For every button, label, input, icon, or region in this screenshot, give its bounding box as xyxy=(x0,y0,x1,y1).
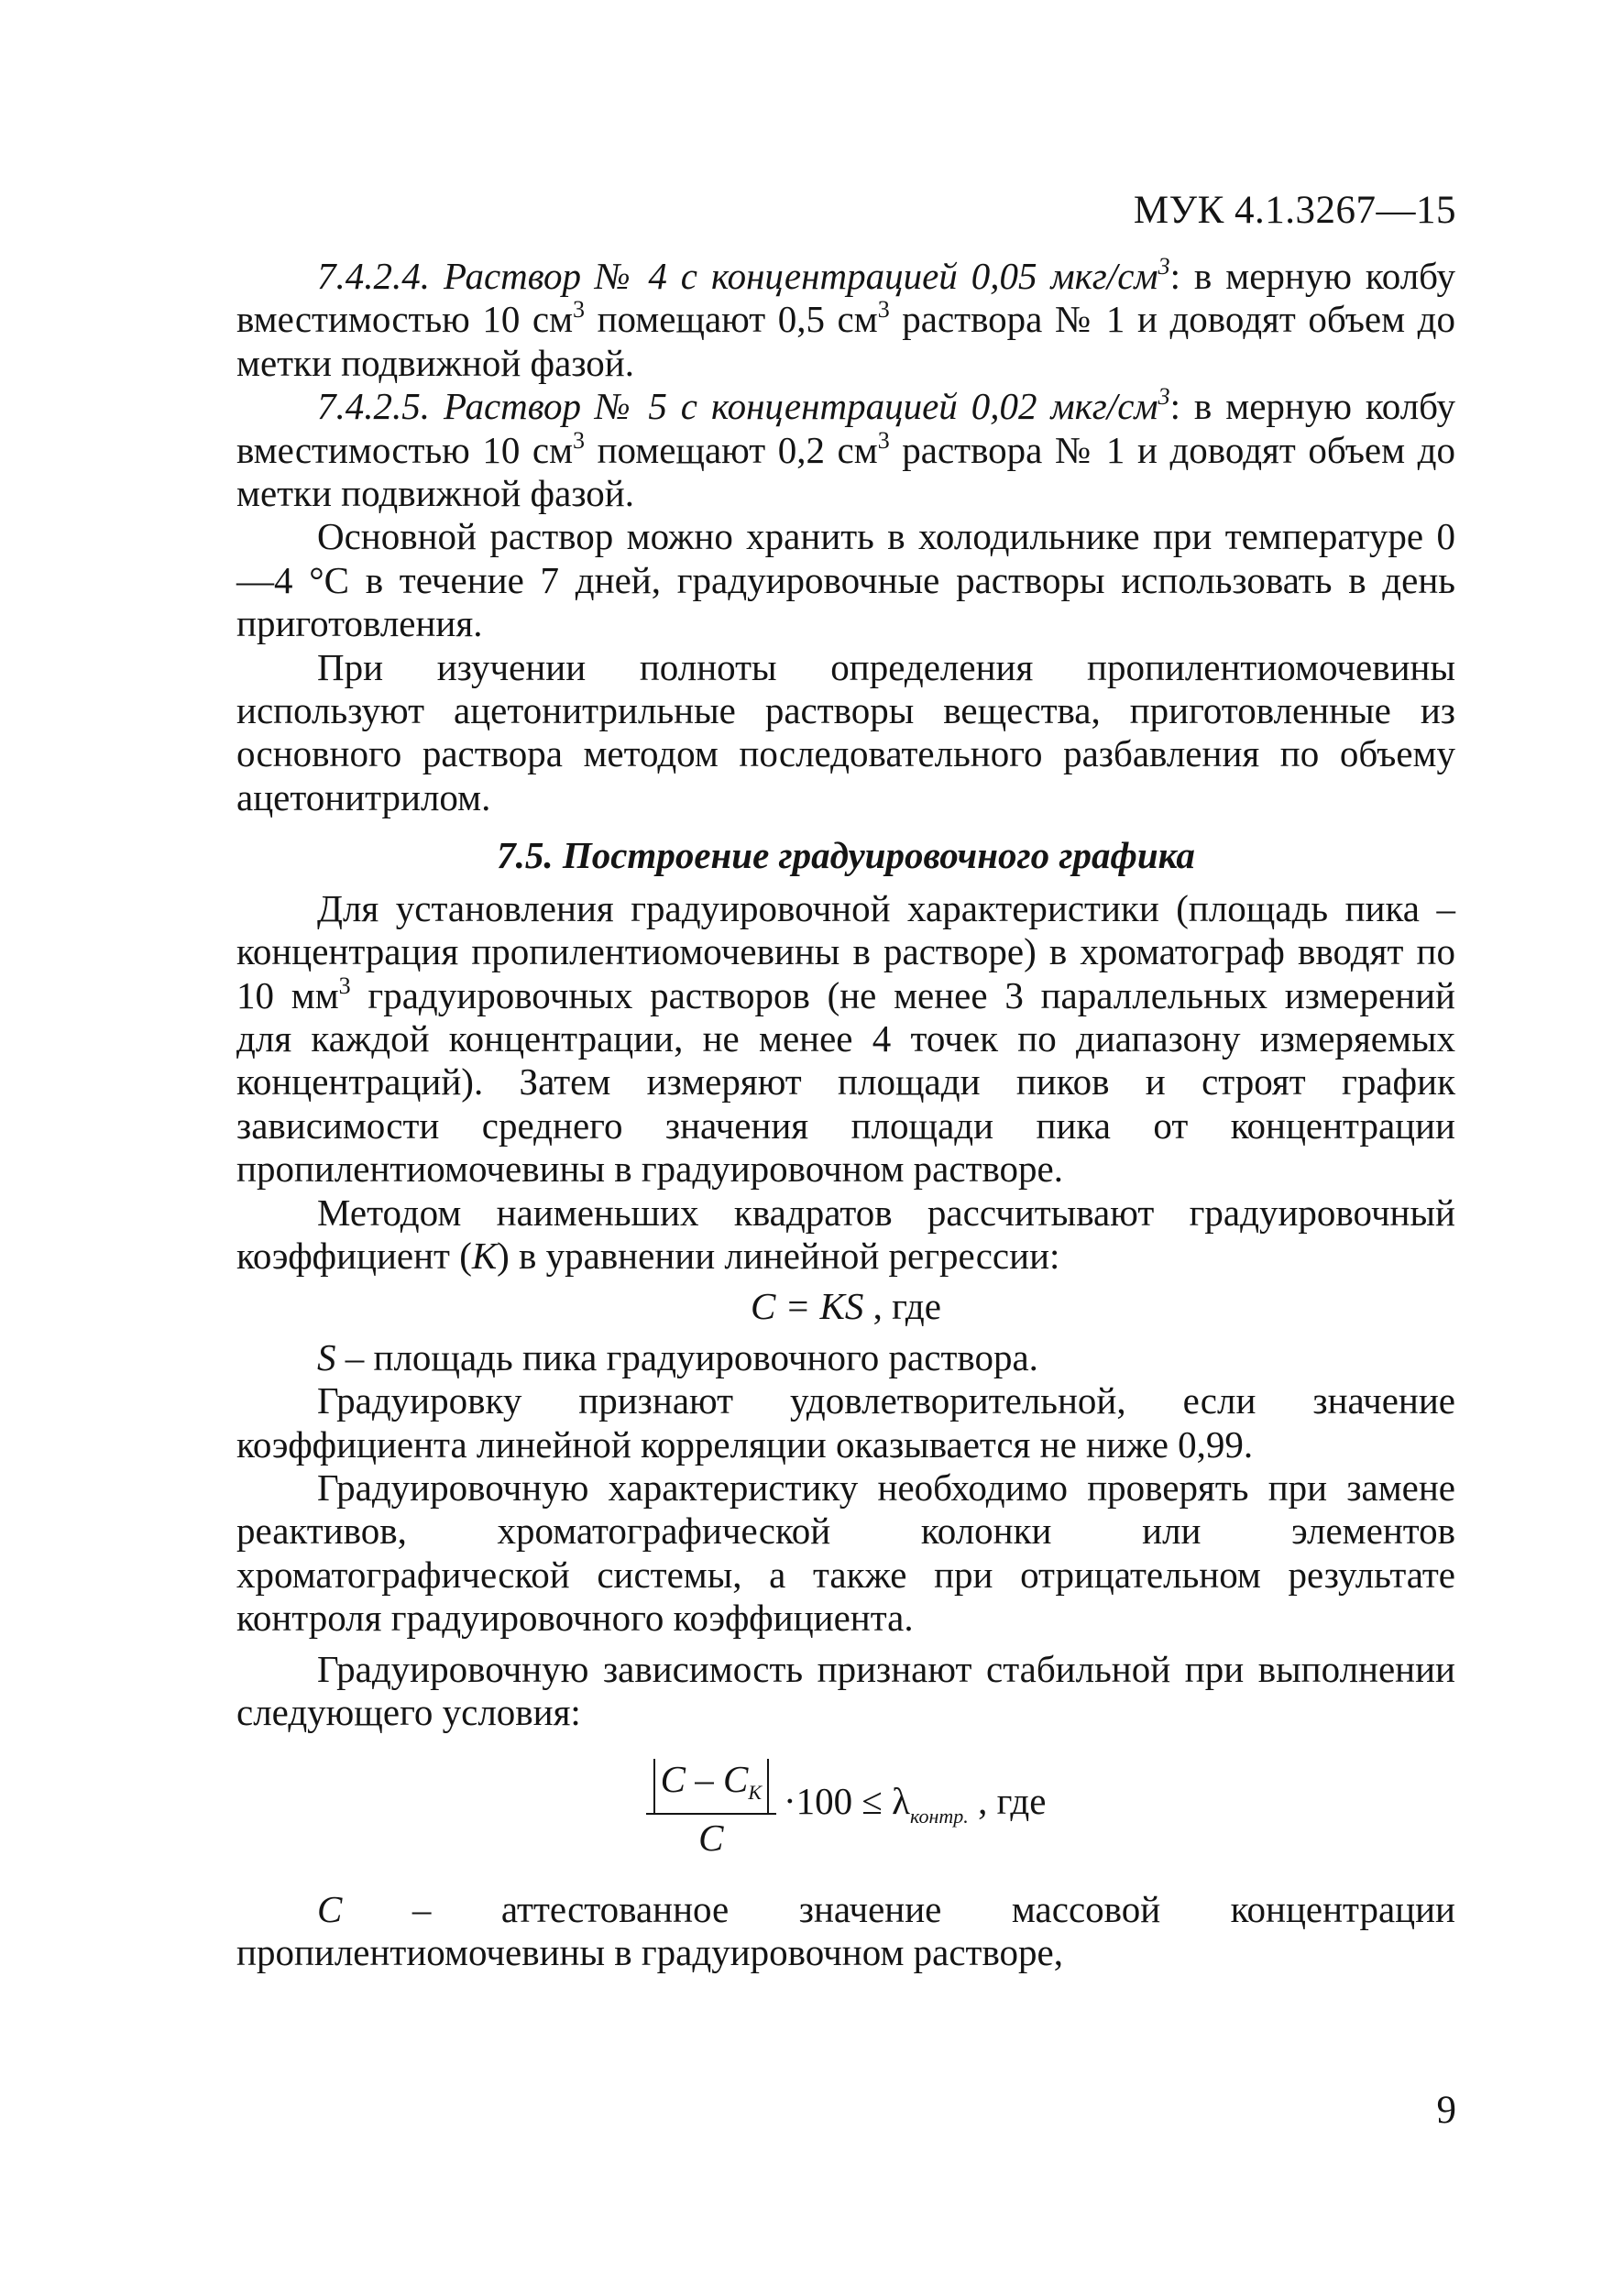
solution-4-title-text: 7.4.2.4. Раствор № 4 с концентрацией 0,05 мкг/см xyxy=(317,255,1158,297)
solution-5-title-sup: 3 xyxy=(1158,383,1170,411)
solution-4-text-b: помещают 0,5 см xyxy=(585,298,878,341)
numerator-c: C xyxy=(660,1758,686,1801)
s-definition-text: – площадь пика градуировочного раствора. xyxy=(335,1335,1038,1378)
solution-4-sup-b: 3 xyxy=(877,296,890,324)
least-squares-text-a: Методом наименьших квадратов рассчитывают градуировочный коэффициент ( xyxy=(236,1191,1455,1277)
paragraph-s-definition xyxy=(236,1336,1455,1379)
numerator-ck: C xyxy=(722,1758,749,1801)
solution-4-title-sup: 3 xyxy=(1158,253,1170,280)
solution-4-title xyxy=(317,255,1170,297)
least-squares-text-b: ) в уравнении линейной регрессии: xyxy=(497,1234,1060,1277)
formula-rhs xyxy=(784,1780,1046,1838)
solution-4-text-c: раствора № 1 и доводят объем до метки подвижной фазой. xyxy=(236,298,1455,384)
paragraph-solution-5 xyxy=(236,385,1455,515)
paragraph-recovery-study: При изучении полноты определения пропилентиомочевины используют ацетонитрильные растворы вещества, приготовленные из основного раствора методом последовательного разбавления по объему ацетонитрилом. xyxy=(236,645,1455,818)
solution-5-title xyxy=(317,385,1170,427)
lambda-subscript: контр. xyxy=(910,1805,969,1828)
solution-5-title-text: 7.4.2.5. Раствор № 5 с концентрацией 0,02 мкг/см xyxy=(317,385,1158,428)
formula-rhs-text: ·100 ≤ λ xyxy=(784,1780,911,1823)
paragraph-solution-4 xyxy=(236,255,1455,385)
paragraph-calibration-setup xyxy=(236,887,1455,1191)
fraction-denominator: C xyxy=(698,1817,724,1860)
stability-formula xyxy=(236,1758,1455,1860)
c-definition-text: – аттестованное значение массовой концентрации пропилентиомочевины в градуировочном растворе, xyxy=(236,1887,1455,1974)
paragraph-recheck: Градуировочную характеристику необходимо проверять при замене реактивов, хроматографической колонки или элементов хроматографической системы, а также при отрицательном результате контроля градуировочного коэффициента. xyxy=(236,1466,1455,1640)
paragraph-acceptance: Градуировку признают удовлетворительной, если значение коэффициента линейной корреляции оказывается не ниже 0,99. xyxy=(236,1379,1455,1466)
solution-4-text-a: : в мерную колбу вместимостью 10 см xyxy=(236,255,1455,341)
coefficient-k-symbol: К xyxy=(471,1234,498,1277)
section-title: 7.5. Построение градуировочного графика xyxy=(497,834,1195,877)
solution-5-sup-b: 3 xyxy=(877,426,890,454)
numerator-ck-subscript: K xyxy=(748,1781,762,1805)
solution-5-sup-a: 3 xyxy=(573,426,586,454)
calibration-text-b: градуировочных растворов (не менее 3 параллельных измерений для каждой концентрации, не менее 4 точек по диапазону измеряемых концентраций). Затем измеряют площади пиков и строят график зависимости среднего значения площади пика от концентрации пропилентиомочевины в градуировочном растворе. xyxy=(236,973,1455,1191)
paragraph-c-definition xyxy=(236,1888,1455,1975)
document-code-header: МУК 4.1.3267—15 xyxy=(1133,189,1456,232)
formula-suffix: , где xyxy=(968,1780,1047,1823)
solution-5-text-b: помещают 0,2 см xyxy=(585,428,878,471)
page-number: 9 xyxy=(1436,2089,1456,2132)
document-body xyxy=(236,255,1455,1975)
regression-formula xyxy=(236,1285,1455,1328)
calibration-text-a: Для установления градуировочной характеристики (площадь пика – концентрация пропилентиомочевины в растворе) в хроматограф вводят по 10 мм xyxy=(236,886,1455,1016)
solution-4-sup-a: 3 xyxy=(573,296,586,324)
regression-formula-expr: C = KS xyxy=(751,1285,864,1328)
s-symbol: S xyxy=(317,1335,336,1378)
paragraph-least-squares xyxy=(236,1191,1455,1279)
calibration-sup: 3 xyxy=(338,972,351,999)
absolute-value xyxy=(653,1759,769,1813)
solution-5-text-a: : в мерную колбу вместимостью 10 см xyxy=(236,385,1455,471)
paragraph-stability: Градуировочную зависимость признают стабильной при выполнении следующего условия: xyxy=(236,1647,1455,1733)
paragraph-storage: Основной раствор можно хранить в холодильнике при температуре 0—4 °С в течение 7 дней, градуировочные растворы использовать в день приготовления. xyxy=(236,515,1455,645)
stability-fraction xyxy=(646,1758,776,1860)
c-symbol: C xyxy=(317,1887,343,1930)
solution-5-text-c: раствора № 1 и доводят объем до метки подвижной фазой. xyxy=(236,428,1455,515)
numerator-minus: – xyxy=(685,1758,723,1801)
regression-formula-suffix: , где xyxy=(863,1285,941,1328)
fraction-numerator xyxy=(646,1758,776,1815)
